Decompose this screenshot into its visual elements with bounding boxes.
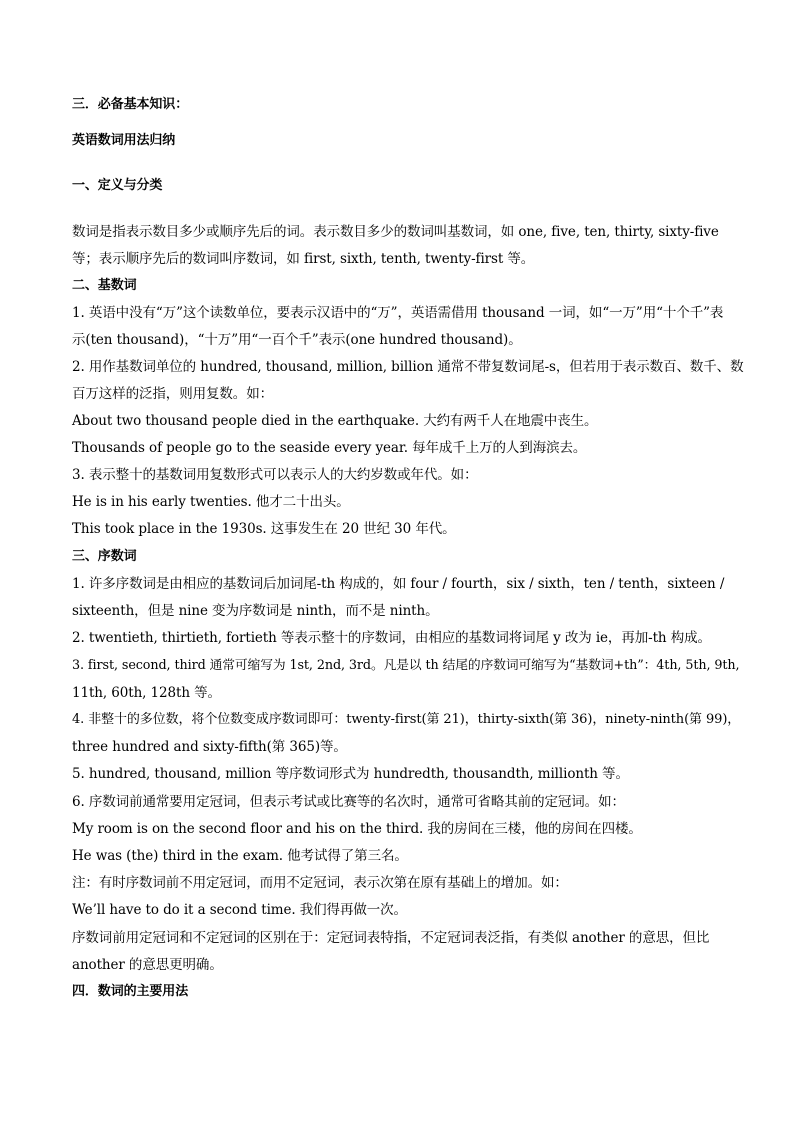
part4-heading: 四．数词的主要用法 [72, 984, 189, 999]
ordinal-line: 4. 非整十的多位数，将个位数变成序数词即可：twenty-first(第 21)，thirty-sixth(第 36)，ninety-ninth(第 99)， [72, 712, 741, 727]
section-heading: 三．必备基本知识： [72, 97, 189, 112]
example-sentence: He is in his early twenties. 他才二十出头。 [72, 494, 350, 510]
ordinal-line: 11th, 60th, 128th 等。 [72, 685, 221, 701]
cardinal-line: 3. 表示整十的基数词用复数形式可以表示人的大约岁数或年代。如： [72, 467, 478, 483]
ordinal-line: 5. hundred, thousand, million 等序数词形式为 hundredth, thousandth, millionth 等。 [72, 766, 629, 782]
example-sentence: Thousands of people go to the seaside every year. 每年成千上万的人到海滨去。 [72, 440, 587, 456]
example-sentence: We’ll have to do it a second time. 我们得再做一次。 [72, 902, 407, 918]
ordinal-line: 6. 序数词前通常要用定冠词，但表示考试或比赛等的名次时，通常可省略其前的定冠词。如： [72, 794, 625, 810]
cardinal-line: 百万这样的泛指，则用复数。如： [72, 386, 273, 402]
example-sentence: He was (the) third in the exam. 他考试得了第三名。 [72, 848, 408, 864]
example-sentence: About two thousand people died in the earthquake. 大约有两千人在地震中丧生。 [72, 413, 598, 429]
part3-heading: 三、序数词 [72, 549, 137, 564]
ordinal-line: three hundred and sixty-fifth(第 365)等。 [72, 739, 347, 755]
note-line: 注：有时序数词前不用定冠词，而用不定冠词，表示次第在原有基础上的增加。如： [72, 875, 568, 891]
ordinal-line: 序数词前用定冠词和不定冠词的区别在于：定冠词表特指，不定冠词表泛指，有类似 another 的意思，但比 [72, 930, 710, 946]
part1-heading: 一、定义与分类 [72, 178, 163, 193]
ordinal-line: 2. twentieth, thirtieth, fortieth 等表示整十的序数词，由相应的基数词将词尾 y 改为 ie，再加-th 构成。 [72, 630, 711, 646]
cardinal-line: 2. 用作基数词单位的 hundred, thousand, million, billion 通常不带复数词尾-s，但若用于表示数百、数千、数 [72, 359, 744, 375]
example-sentence: My room is on the second floor and his on the third. 我的房间在三楼，他的房间在四楼。 [72, 821, 642, 837]
cardinal-line: 示(ten thousand)，“十万”用“一百个千”表示(one hundred thousand)。 [72, 332, 522, 348]
definition-line: 数词是指表示数目多少或顺序先后的词。表示数目多少的数词叫基数词，如 one, five, ten, thirty, sixty-five [72, 224, 719, 240]
ordinal-line: 3. first, second, third 通常可缩写为 1st, 2nd, 3rd。凡是以 th 结尾的序数词可缩写为“基数词+th”：4th, 5th, 9th, [72, 658, 740, 673]
document-title: 英语数词用法归纳 [72, 133, 176, 148]
ordinal-line: another 的意思更明确。 [72, 957, 223, 973]
ordinal-line: sixteenth，但是 nine 变为序数词是 ninth，而不是 ninth。 [72, 603, 439, 619]
cardinal-line: 1. 英语中没有“万”这个读数单位，要表示汉语中的“万”，英语需借用 thousand 一词，如“一万”用“十个千”表 [72, 305, 724, 321]
part2-heading: 二、基数词 [72, 278, 137, 293]
example-sentence: This took place in the 1930s. 这事发生在 20 世纪 30 年代。 [72, 521, 456, 537]
ordinal-line: 1. 许多序数词是由相应的基数词后加词尾-th 构成的，如 four / fourth，six / sixth，ten / tenth，sixteen / [72, 576, 725, 592]
definition-line: 等；表示顺序先后的数词叫序数词，如 first, sixth, tenth, twenty-first 等。 [72, 251, 535, 267]
